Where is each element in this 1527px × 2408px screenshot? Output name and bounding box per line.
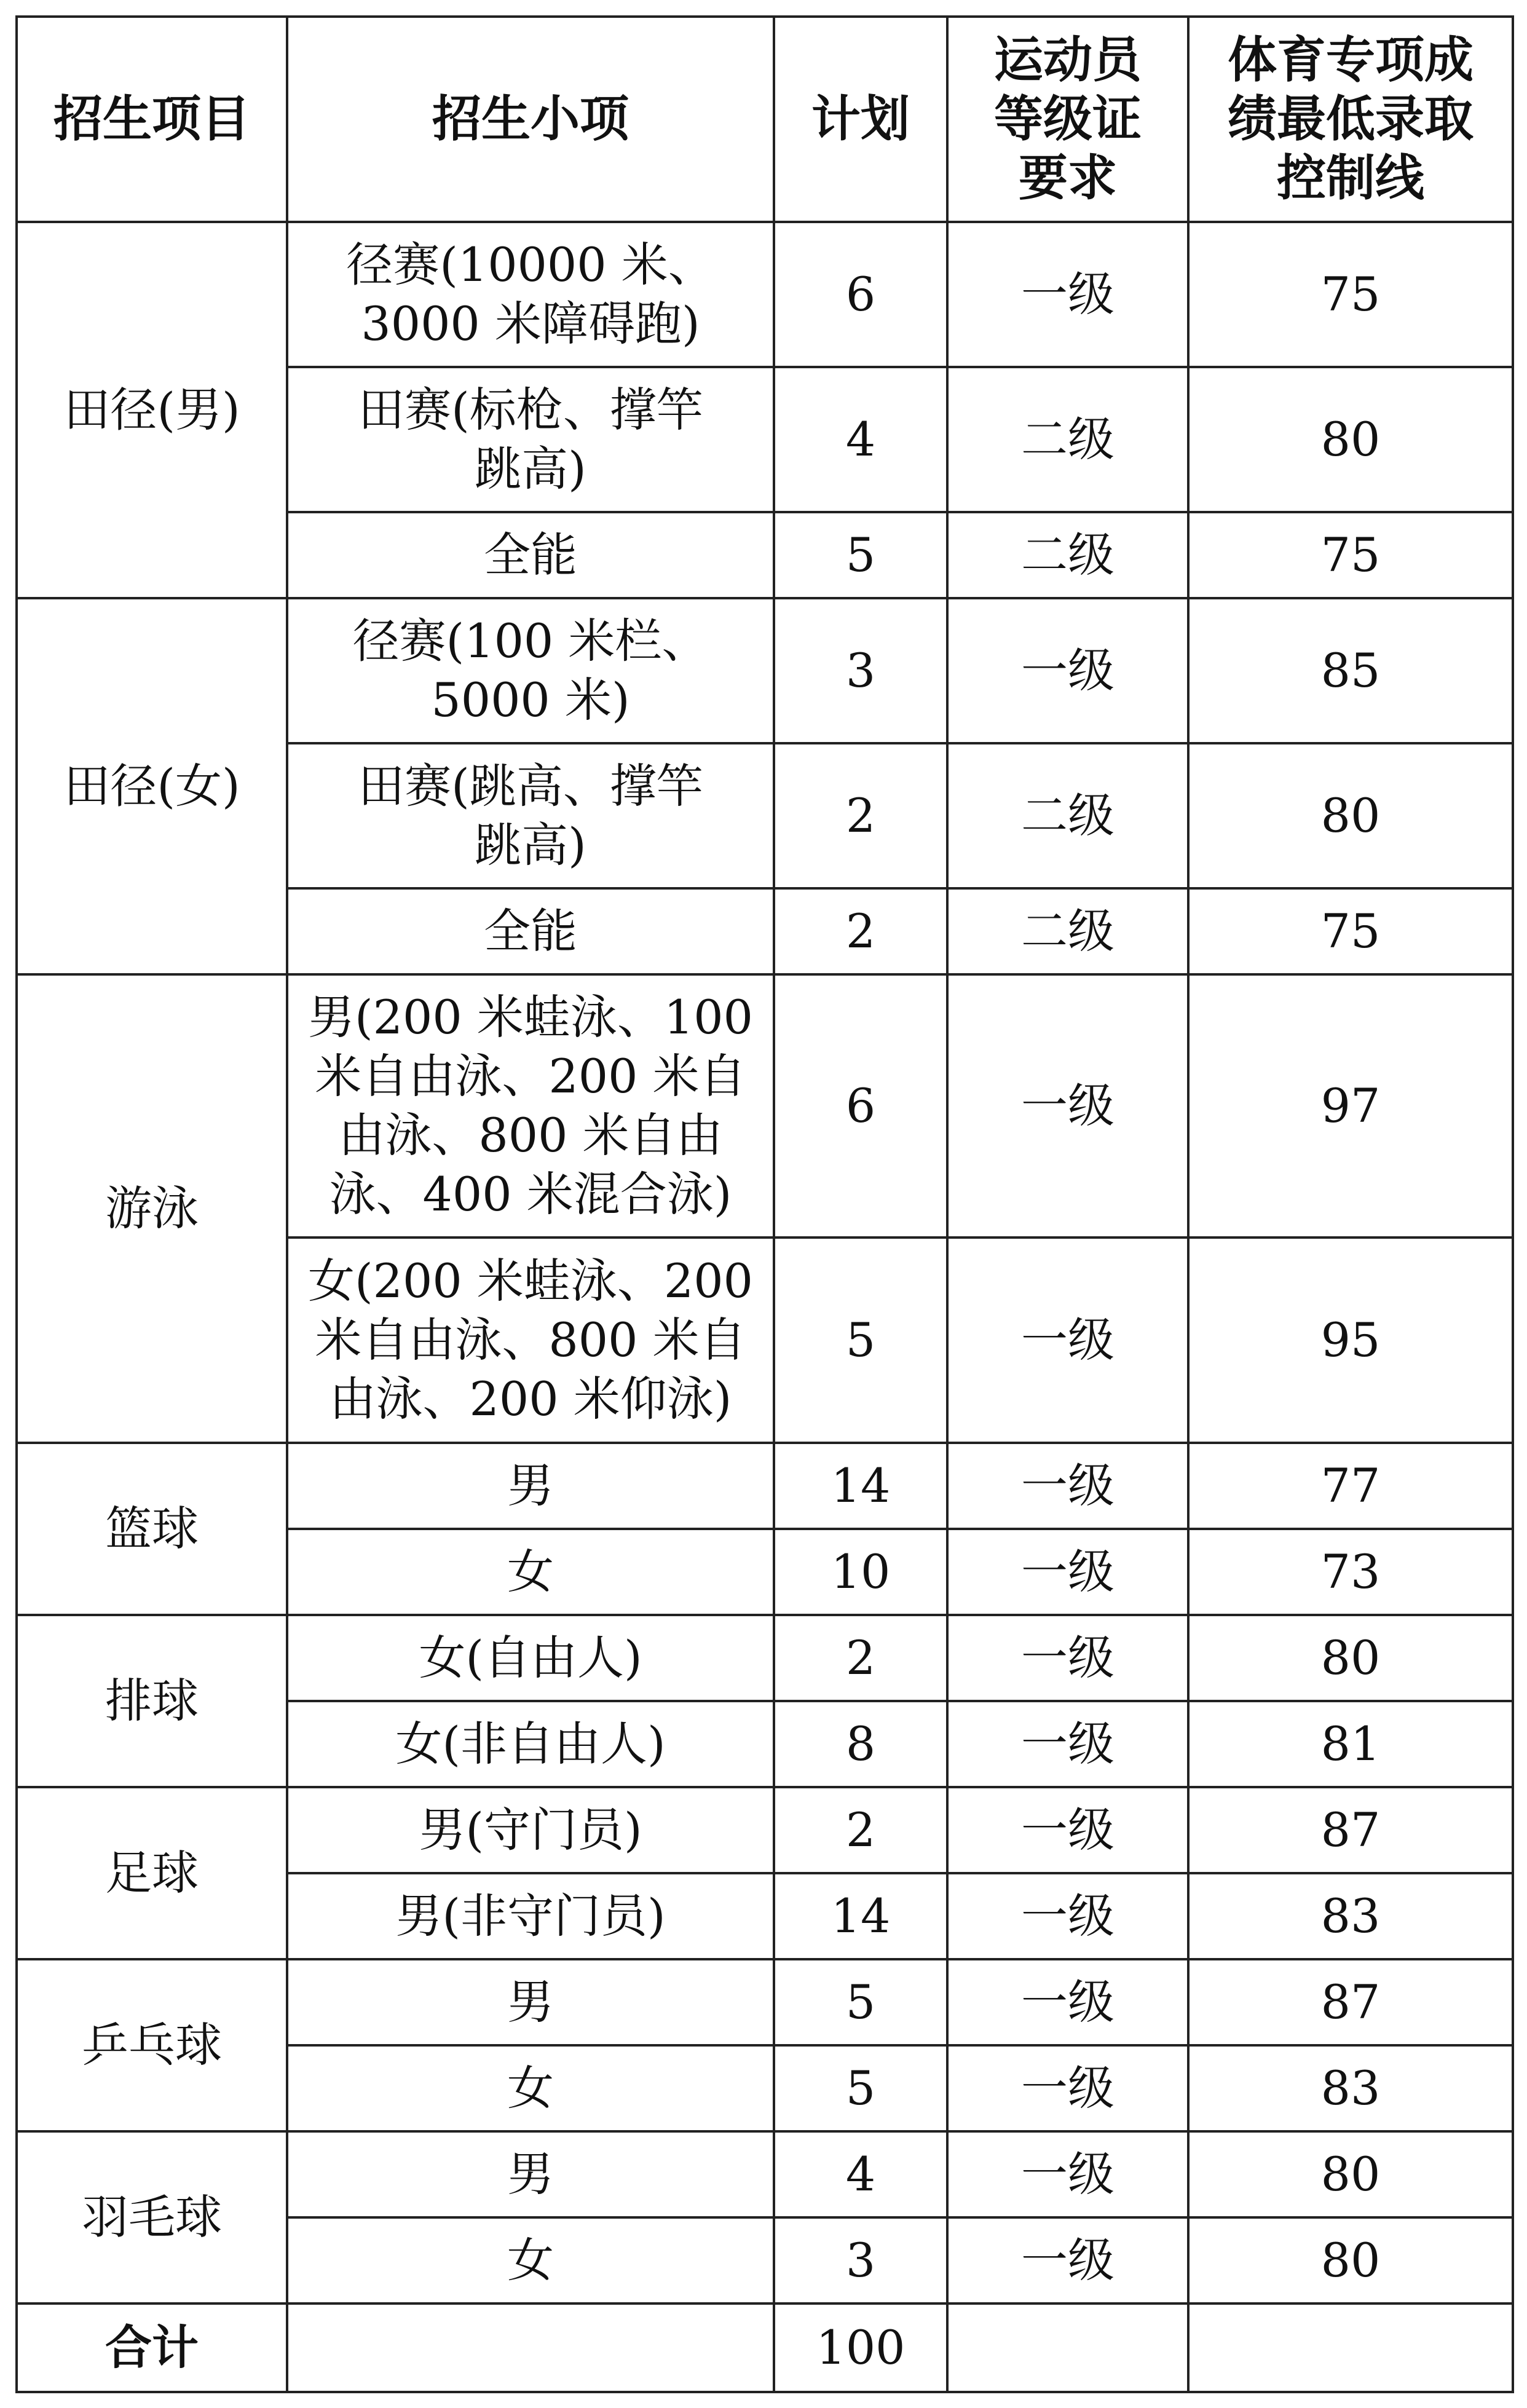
category-cell: 羽毛球: [17, 2131, 287, 2303]
total-label: 合计: [17, 2303, 287, 2392]
score-cell: 77: [1188, 1443, 1513, 1529]
score-cell: 87: [1188, 1787, 1513, 1873]
score-cell: 80: [1188, 743, 1513, 888]
plan-cell: 5: [774, 1238, 947, 1443]
score-cell: 80: [1188, 2131, 1513, 2217]
plan-cell: 14: [774, 1443, 947, 1529]
category-cell: 田径(女): [17, 598, 287, 974]
plan-cell: 10: [774, 1529, 947, 1615]
plan-cell: 2: [774, 1615, 947, 1701]
sub-item-cell: 男: [287, 1959, 774, 2045]
header-min-score: 体育专项成 绩最低录取 控制线: [1188, 17, 1513, 222]
plan-cell: 2: [774, 743, 947, 888]
sub-item-cell: 田赛(跳高、撑竿 跳高): [287, 743, 774, 888]
level-cell: 一级: [947, 1959, 1188, 2045]
score-cell: 80: [1188, 2217, 1513, 2303]
category-cell: 游泳: [17, 974, 287, 1443]
total-level-empty: [947, 2303, 1188, 2392]
total-sub-item-empty: [287, 2303, 774, 2392]
category-cell: 足球: [17, 1787, 287, 1959]
sub-item-cell: 女: [287, 2045, 774, 2131]
total-row: [17, 2303, 1513, 2392]
sub-item-cell: 全能: [287, 888, 774, 974]
score-cell: 75: [1188, 222, 1513, 367]
level-cell: 一级: [947, 1238, 1188, 1443]
score-cell: 87: [1188, 1959, 1513, 2045]
level-cell: 一级: [947, 1529, 1188, 1615]
plan-cell: 4: [774, 2131, 947, 2217]
table-row: [17, 222, 1513, 367]
level-cell: 一级: [947, 1443, 1188, 1529]
level-cell: 二级: [947, 512, 1188, 598]
sub-item-cell: 男: [287, 1443, 774, 1529]
plan-cell: 6: [774, 974, 947, 1238]
table-row: [17, 2131, 1513, 2217]
level-cell: 一级: [947, 2045, 1188, 2131]
level-cell: 一级: [947, 1615, 1188, 1701]
category-cell: 田径(男): [17, 222, 287, 598]
table-row: [17, 1443, 1513, 1529]
level-cell: 一级: [947, 2217, 1188, 2303]
level-cell: 一级: [947, 222, 1188, 367]
header-category: 招生项目: [17, 17, 287, 222]
sub-item-cell: 女: [287, 1529, 774, 1615]
score-cell: 80: [1188, 1615, 1513, 1701]
plan-cell: 4: [774, 367, 947, 512]
score-cell: 85: [1188, 598, 1513, 743]
plan-cell: 2: [774, 1787, 947, 1873]
header-sub-item: 招生小项: [287, 17, 774, 222]
sub-item-cell: 男(非守门员): [287, 1873, 774, 1959]
score-cell: 83: [1188, 1873, 1513, 1959]
plan-cell: 6: [774, 222, 947, 367]
plan-cell: 2: [774, 888, 947, 974]
category-cell: 篮球: [17, 1443, 287, 1615]
sub-item-cell: 女(自由人): [287, 1615, 774, 1701]
table-row: [17, 598, 1513, 743]
header-level-requirement: 运动员 等级证 要求: [947, 17, 1188, 222]
level-cell: 一级: [947, 598, 1188, 743]
category-cell: 乒乓球: [17, 1959, 287, 2131]
plan-cell: 3: [774, 598, 947, 743]
sub-item-cell: 男: [287, 2131, 774, 2217]
category-cell: 排球: [17, 1615, 287, 1787]
sub-item-cell: 女(非自由人): [287, 1701, 774, 1787]
level-cell: 一级: [947, 2131, 1188, 2217]
sub-item-cell: 径赛(10000 米、 3000 米障碍跑): [287, 222, 774, 367]
total-plan: 100: [774, 2303, 947, 2392]
sub-item-cell: 男(守门员): [287, 1787, 774, 1873]
sub-item-cell: 径赛(100 米栏、 5000 米): [287, 598, 774, 743]
sub-item-cell: 女(200 米蛙泳、200 米自由泳、800 米自 由泳、200 米仰泳): [287, 1238, 774, 1443]
sub-item-cell: 田赛(标枪、撑竿 跳高): [287, 367, 774, 512]
header-row: [17, 17, 1513, 222]
total-score-empty: [1188, 2303, 1513, 2392]
plan-cell: 5: [774, 2045, 947, 2131]
level-cell: 一级: [947, 1701, 1188, 1787]
plan-cell: 5: [774, 512, 947, 598]
sub-item-cell: 男(200 米蛙泳、100 米自由泳、200 米自 由泳、800 米自由 泳、400 米混合泳): [287, 974, 774, 1238]
header-plan: 计划: [774, 17, 947, 222]
level-cell: 二级: [947, 367, 1188, 512]
level-cell: 二级: [947, 888, 1188, 974]
level-cell: 二级: [947, 743, 1188, 888]
score-cell: 97: [1188, 974, 1513, 1238]
recruitment-table: [15, 15, 1514, 2393]
plan-cell: 5: [774, 1959, 947, 2045]
plan-cell: 14: [774, 1873, 947, 1959]
score-cell: 75: [1188, 888, 1513, 974]
sub-item-cell: 全能: [287, 512, 774, 598]
plan-cell: 3: [774, 2217, 947, 2303]
sub-item-cell: 女: [287, 2217, 774, 2303]
level-cell: 一级: [947, 1787, 1188, 1873]
score-cell: 75: [1188, 512, 1513, 598]
level-cell: 一级: [947, 1873, 1188, 1959]
table-row: [17, 1959, 1513, 2045]
table-row: [17, 974, 1513, 1238]
table-row: [17, 1787, 1513, 1873]
score-cell: 73: [1188, 1529, 1513, 1615]
table-row: [17, 1615, 1513, 1701]
score-cell: 83: [1188, 2045, 1513, 2131]
score-cell: 95: [1188, 1238, 1513, 1443]
level-cell: 一级: [947, 974, 1188, 1238]
plan-cell: 8: [774, 1701, 947, 1787]
score-cell: 80: [1188, 367, 1513, 512]
score-cell: 81: [1188, 1701, 1513, 1787]
